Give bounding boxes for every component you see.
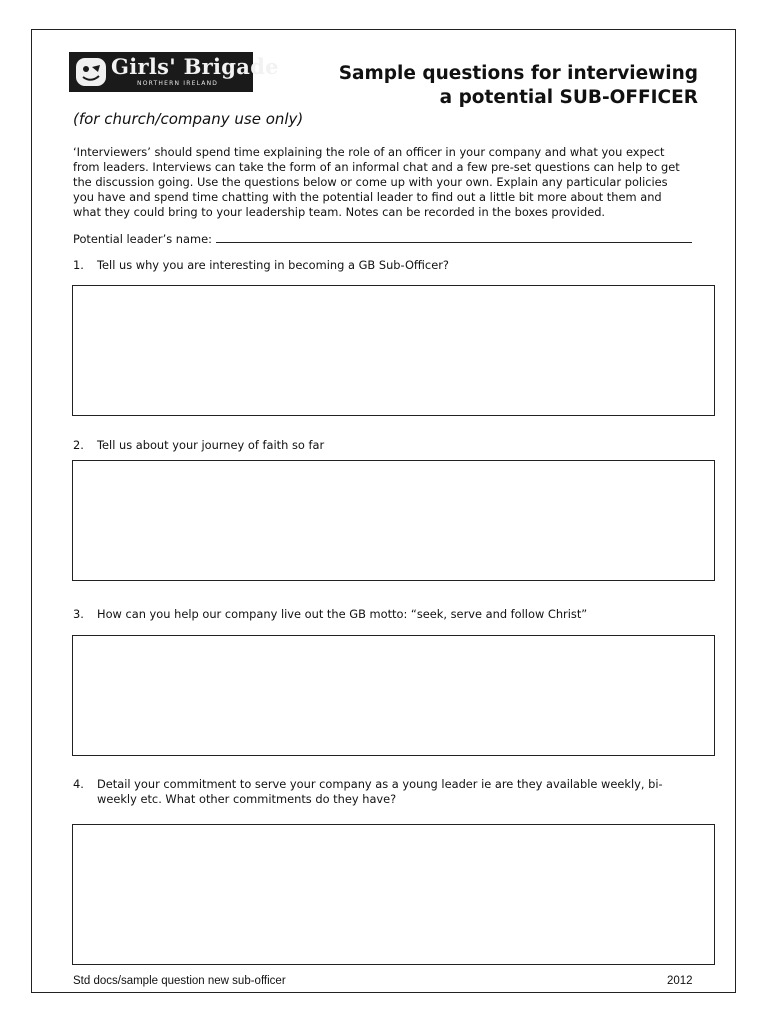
question-text: Detail your commitment to serve your company as a young leader ie are they available weekly, bi- — [97, 777, 663, 791]
question-number: 3. — [73, 607, 84, 621]
question-2 — [73, 438, 324, 453]
question-text: How can you help our company live out the GB motto: “seek, serve and follow Christ” — [97, 607, 588, 621]
footer-year: 2012 — [667, 975, 693, 987]
question-number: 1. — [73, 258, 84, 272]
logo-emblem-icon — [74, 56, 108, 88]
question-number: 2. — [73, 438, 84, 452]
question-text: weekly etc. What other commitments do they have? — [97, 792, 397, 806]
leader-name-row — [73, 232, 692, 246]
title-line-1: Sample questions for interviewing — [338, 63, 698, 84]
question-4 — [73, 777, 663, 807]
question-text: Tell us about your journey of faith so far — [97, 438, 325, 452]
intro-line: ‘Interviewers’ should spend time explaining the role of an officer in your company and what you expect — [73, 145, 665, 159]
footer-doc-ref: Std docs/sample question new sub-officer — [73, 975, 286, 987]
page-subtitle: (for church/company use only) — [73, 110, 304, 128]
answer-box-2[interactable] — [72, 460, 715, 581]
title-line-2: a potential SUB-OFFICER — [439, 87, 698, 108]
intro-line: the discussion going. Use the questions below or come up with your own. Explain any particular policies — [73, 175, 668, 189]
intro-line: what they could bring to your leadership team. Notes can be recorded in the boxes provided. — [73, 205, 606, 219]
girls-brigade-logo — [69, 52, 279, 92]
logo-region: NORTHERN IRELAND — [137, 80, 219, 87]
leader-name-label: Potential leader’s name: — [73, 232, 212, 246]
intro-line: from leaders. Interviews can take the form of an informal chat and a few pre-set questions can help to get — [73, 160, 680, 174]
question-3 — [73, 607, 587, 622]
leader-name-field[interactable] — [216, 233, 692, 243]
question-number: 4. — [73, 777, 84, 791]
logo-name: Girls' Brigade — [111, 54, 279, 79]
answer-box-3[interactable] — [72, 635, 715, 756]
question-1 — [73, 258, 449, 273]
page-title — [339, 62, 698, 110]
question-text: Tell us why you are interesting in becoming a GB Sub-Officer? — [97, 258, 449, 272]
intro-line: you have and spend time chatting with the potential leader to find out a little bit more about them and — [73, 190, 662, 204]
answer-box-1[interactable] — [72, 285, 715, 416]
answer-box-4[interactable] — [72, 824, 715, 965]
intro-paragraph — [73, 145, 713, 220]
